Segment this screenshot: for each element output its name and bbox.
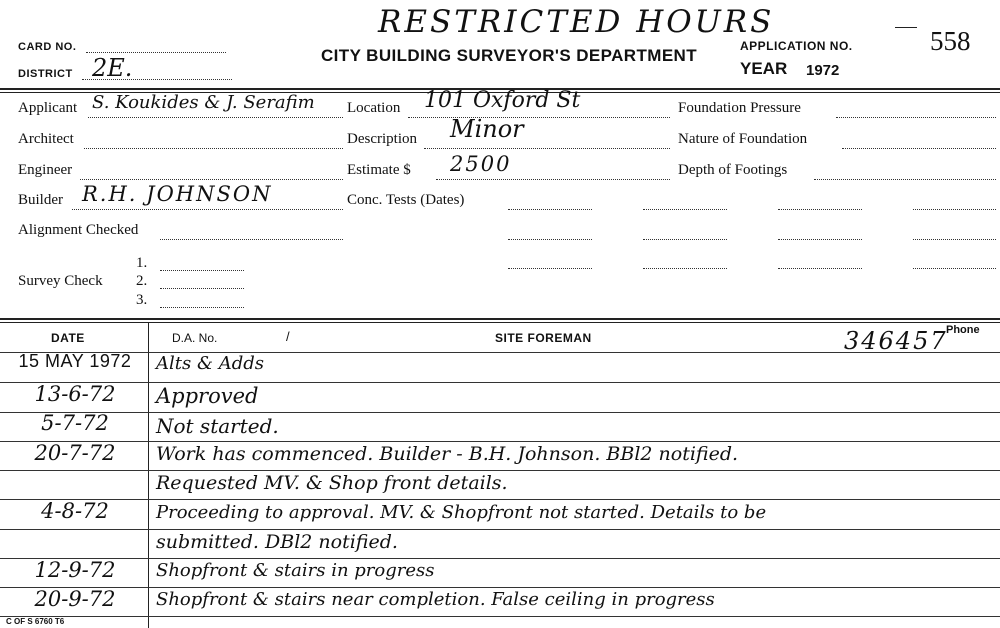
engineer-label: Engineer [18, 162, 73, 178]
application-no-dash [895, 27, 917, 28]
phone-value: 346457 [844, 327, 948, 355]
row-line-0 [0, 352, 1000, 353]
entry-text: Approved [156, 384, 259, 408]
entry-text: submitted. DBl2 notified. [156, 531, 398, 553]
location-dots [408, 117, 670, 118]
row-line-6 [0, 529, 1000, 530]
conc-tests-dots-1 [508, 209, 592, 210]
year-value: 1972 [806, 62, 840, 79]
estimate-label: Estimate $ [347, 162, 411, 178]
alignment-dots [160, 239, 343, 240]
foundation-pressure-label: Foundation Pressure [678, 100, 801, 116]
applicant-value: S. Koukides & J. Serafim [92, 92, 315, 113]
site-foreman-header: SITE FOREMAN [495, 331, 592, 345]
row-line-3 [0, 441, 1000, 442]
description-dots [424, 148, 670, 149]
survey-item-3: 3. [136, 292, 148, 308]
applicant-label: Applicant [18, 100, 78, 116]
entry-date: 5-7-72 [41, 411, 109, 435]
form-code: C OF S 6760 T6 [6, 617, 65, 626]
estimate-value: 2500 [450, 152, 512, 176]
entry-text: Shopfront & stairs in progress [156, 560, 435, 581]
nature-of-foundation-dots [842, 148, 996, 149]
card-no-label: CARD NO. [18, 41, 77, 53]
restricted-hours-note: RESTRICTED HOURS [378, 4, 775, 40]
row-line-5 [0, 499, 1000, 500]
log-border-top-2 [0, 322, 1000, 323]
entry-text: Proceeding to approval. MV. & Shopfront not started. Details to be [156, 502, 767, 523]
entry-date: 20-9-72 [34, 587, 116, 611]
row-line-9 [0, 616, 1000, 617]
survey-item-2: 2. [136, 273, 148, 289]
entry-text: Shopfront & stairs near completion. False ceiling in progress [156, 589, 715, 610]
engineer-dots [80, 179, 343, 180]
architect-label: Architect [18, 131, 74, 147]
survey-dots-2 [160, 288, 244, 289]
application-no-value: 558 [930, 26, 971, 56]
location-label: Location [347, 100, 401, 116]
application-no-label: APPLICATION NO. [740, 39, 853, 53]
entry-date: 4-8-72 [41, 499, 109, 523]
entry-text: Not started. [156, 414, 279, 438]
da-header: D.A. No. [172, 331, 218, 345]
conc-tests-dots-8 [913, 239, 996, 240]
row-line-8 [0, 587, 1000, 588]
builder-value: R.H. JOHNSON [82, 182, 273, 206]
location-value: 101 Oxford St [424, 88, 581, 113]
conc-tests-dots-6 [643, 239, 727, 240]
depth-of-footings-dots [814, 179, 996, 180]
log-border-top [0, 318, 1000, 320]
applicant-dots [88, 117, 343, 118]
survey-dots-1 [160, 270, 244, 271]
entry-text: Requested MV. & Shop front details. [156, 472, 508, 494]
da-slash: / [286, 329, 290, 344]
nature-of-foundation-label: Nature of Foundation [678, 131, 808, 147]
row-line-2 [0, 412, 1000, 413]
department-title: CITY BUILDING SURVEYOR'S DEPARTMENT [321, 46, 698, 65]
card-no-dots [86, 52, 226, 53]
conc-tests-dots-2 [643, 209, 727, 210]
conc-tests-dots-12 [913, 268, 996, 269]
entry-date: 12-9-72 [34, 558, 116, 582]
description-value: Minor [450, 115, 524, 143]
district-label: DISTRICT [18, 68, 73, 80]
phone-label: Phone [946, 324, 980, 336]
conc-tests-label: Conc. Tests (Dates) [347, 192, 465, 208]
alignment-checked-label: Alignment Checked [18, 222, 139, 238]
entry-date: 13-6-72 [34, 382, 116, 406]
conc-tests-dots-4 [913, 209, 996, 210]
date-header: DATE [51, 331, 85, 345]
depth-of-footings-label: Depth of Footings [678, 162, 788, 178]
row-line-7 [0, 558, 1000, 559]
survey-item-1: 1. [136, 255, 148, 271]
entry-text: Work has commenced. Builder - B.H. Johnson. BBl2 notified. [156, 443, 739, 465]
builder-dots [72, 209, 343, 210]
conc-tests-dots-3 [778, 209, 862, 210]
entry-date: 20-7-72 [34, 441, 116, 465]
architect-dots [84, 148, 343, 149]
description-label: Description [347, 131, 417, 147]
conc-tests-dots-7 [778, 239, 862, 240]
conc-tests-dots-10 [643, 268, 727, 269]
builder-label: Builder [18, 192, 63, 208]
estimate-dots [436, 179, 670, 180]
entry-text: Alts & Adds [156, 353, 264, 374]
district-dots [82, 79, 232, 80]
conc-tests-dots-5 [508, 239, 592, 240]
entry-date: 15 MAY 1972 [18, 351, 132, 371]
district-value: 2E. [92, 54, 133, 82]
conc-tests-dots-11 [778, 268, 862, 269]
row-line-4 [0, 470, 1000, 471]
survey-dots-3 [160, 307, 244, 308]
row-line-1 [0, 382, 1000, 383]
year-label: YEAR [740, 59, 788, 78]
foundation-pressure-dots [836, 117, 996, 118]
survey-check-label: Survey Check [18, 273, 103, 289]
conc-tests-dots-9 [508, 268, 592, 269]
